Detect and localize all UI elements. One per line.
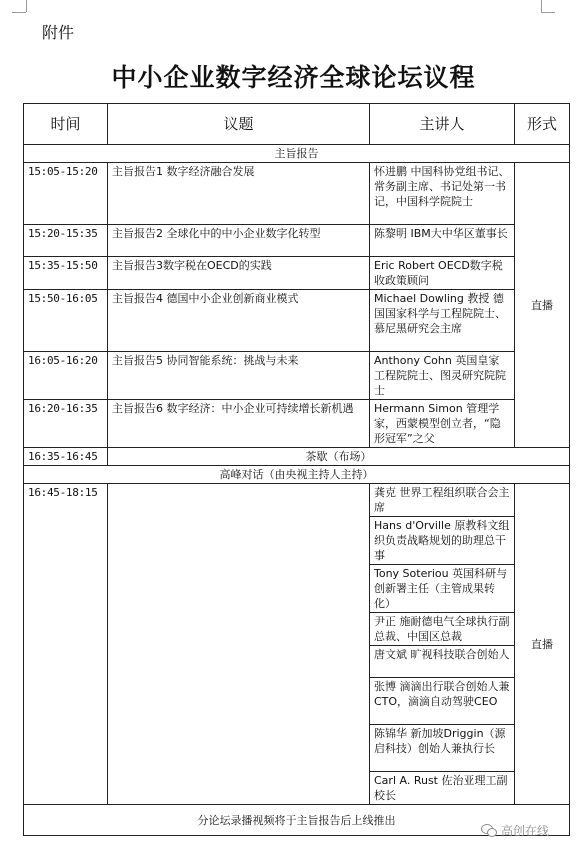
dialogue-speaker: 张博 滴滴出行联合创始人兼CTO，滴滴自动驾驶CEO bbox=[370, 678, 515, 725]
row-time: 15:35-15:50 bbox=[24, 257, 108, 290]
appendix-label: 附件 bbox=[42, 23, 75, 42]
footer-note: 分论坛录播视频将于主旨报告后上线推出 bbox=[24, 805, 570, 836]
table-row bbox=[24, 290, 570, 352]
table-row bbox=[24, 484, 570, 517]
row-topic: 主旨报告1 数字经济融合发展 bbox=[108, 163, 370, 225]
dialogue-speaker: 尹正 施耐德电气全球执行副总裁、中国区总裁 bbox=[370, 613, 515, 646]
section-row-keynote bbox=[24, 145, 570, 163]
watermark-text: 高创在线 bbox=[501, 824, 550, 838]
dialogue-speaker: 唐文斌 旷视科技联合创始人 bbox=[370, 646, 515, 678]
row-time: 16:20-16:35 bbox=[24, 400, 108, 448]
agenda-table bbox=[23, 103, 570, 836]
row-speaker: 陈黎明 IBM大中华区董事长 bbox=[370, 225, 515, 257]
crop-mark-top-left-h bbox=[12, 12, 26, 13]
row-time: 15:05-15:20 bbox=[24, 163, 108, 225]
tea-break-time: 16:35-16:45 bbox=[24, 448, 108, 466]
section-label-keynote: 主旨报告 bbox=[24, 145, 570, 163]
dialogue-speaker: 陈锦华 新加坡Driggin（源启科技）创始人兼执行长 bbox=[370, 725, 515, 772]
header-topic: 议题 bbox=[108, 104, 370, 145]
row-topic: 主旨报告3数字税在OECD的实践 bbox=[108, 257, 370, 290]
crop-mark-top-left bbox=[26, 0, 27, 12]
dialogue-speaker: 龚克 世界工程组织联合会主席 bbox=[370, 484, 515, 517]
section-row-dialogue bbox=[24, 466, 570, 484]
row-time: 15:20-15:35 bbox=[24, 225, 108, 257]
header-row bbox=[24, 104, 570, 145]
table-row bbox=[24, 400, 570, 448]
form-cell-keynote: 直播 bbox=[515, 163, 570, 448]
table-row bbox=[24, 352, 570, 400]
row-speaker: Anthony Cohn 英国皇家工程院院士、图灵研究院院士 bbox=[370, 352, 515, 400]
table-row bbox=[24, 163, 570, 225]
dialogue-speaker: Hans d'Orville 原教科文组织负责战略规划的助理总干事 bbox=[370, 517, 515, 565]
dialogue-speaker: Tony Soteriou 英国科研与创新署主任（主管成果转化） bbox=[370, 565, 515, 613]
header-form: 形式 bbox=[515, 104, 570, 145]
row-speaker: Michael Dowling 教授 德国国家科学与工程院院士、慕尼黑研究会主席 bbox=[370, 290, 515, 352]
page-title: 中小企业数字经济全球论坛议程 bbox=[111, 63, 476, 92]
row-speaker: Hermann Simon 管理学家，西蒙模型创立者，“隐形冠军”之父 bbox=[370, 400, 515, 448]
row-speaker: 怀进鹏 中国科协党组书记、常务副主席、书记处第一书记，中国科学院院士 bbox=[370, 163, 515, 225]
section-label-dialogue: 高峰对话（由央视主持人主持） bbox=[24, 466, 570, 484]
watermark bbox=[481, 822, 549, 839]
tea-break-label: 茶歇（布场） bbox=[108, 448, 570, 466]
row-time: 15:50-16:05 bbox=[24, 290, 108, 352]
row-topic: 主旨报告6 数字经济：中小企业可持续增长新机遇 bbox=[108, 400, 370, 448]
table-row bbox=[24, 225, 570, 257]
tea-break-row bbox=[24, 448, 570, 466]
row-topic: 主旨报告5 协同智能系统：挑战与未来 bbox=[108, 352, 370, 400]
header-time: 时间 bbox=[24, 104, 108, 145]
table-row bbox=[24, 257, 570, 290]
row-speaker: Eric Robert OECD数字税收政策顾问 bbox=[370, 257, 515, 290]
row-time: 16:05-16:20 bbox=[24, 352, 108, 400]
dialogue-speaker: Carl A. Rust 佐治亚理工副校长 bbox=[370, 772, 515, 805]
crop-mark-top-right-h bbox=[541, 12, 555, 13]
chat-bubble-icon bbox=[481, 824, 497, 837]
row-topic: 主旨报告4 德国中小企业创新商业模式 bbox=[108, 290, 370, 352]
dialogue-time: 16:45-18:15 bbox=[24, 484, 108, 805]
form-cell-dialogue: 直播 bbox=[515, 484, 570, 805]
dialogue-topic bbox=[108, 484, 370, 805]
row-topic: 主旨报告2 全球化中的中小企业数字化转型 bbox=[108, 225, 370, 257]
header-speaker: 主讲人 bbox=[370, 104, 515, 145]
crop-mark-top-right bbox=[541, 0, 542, 12]
